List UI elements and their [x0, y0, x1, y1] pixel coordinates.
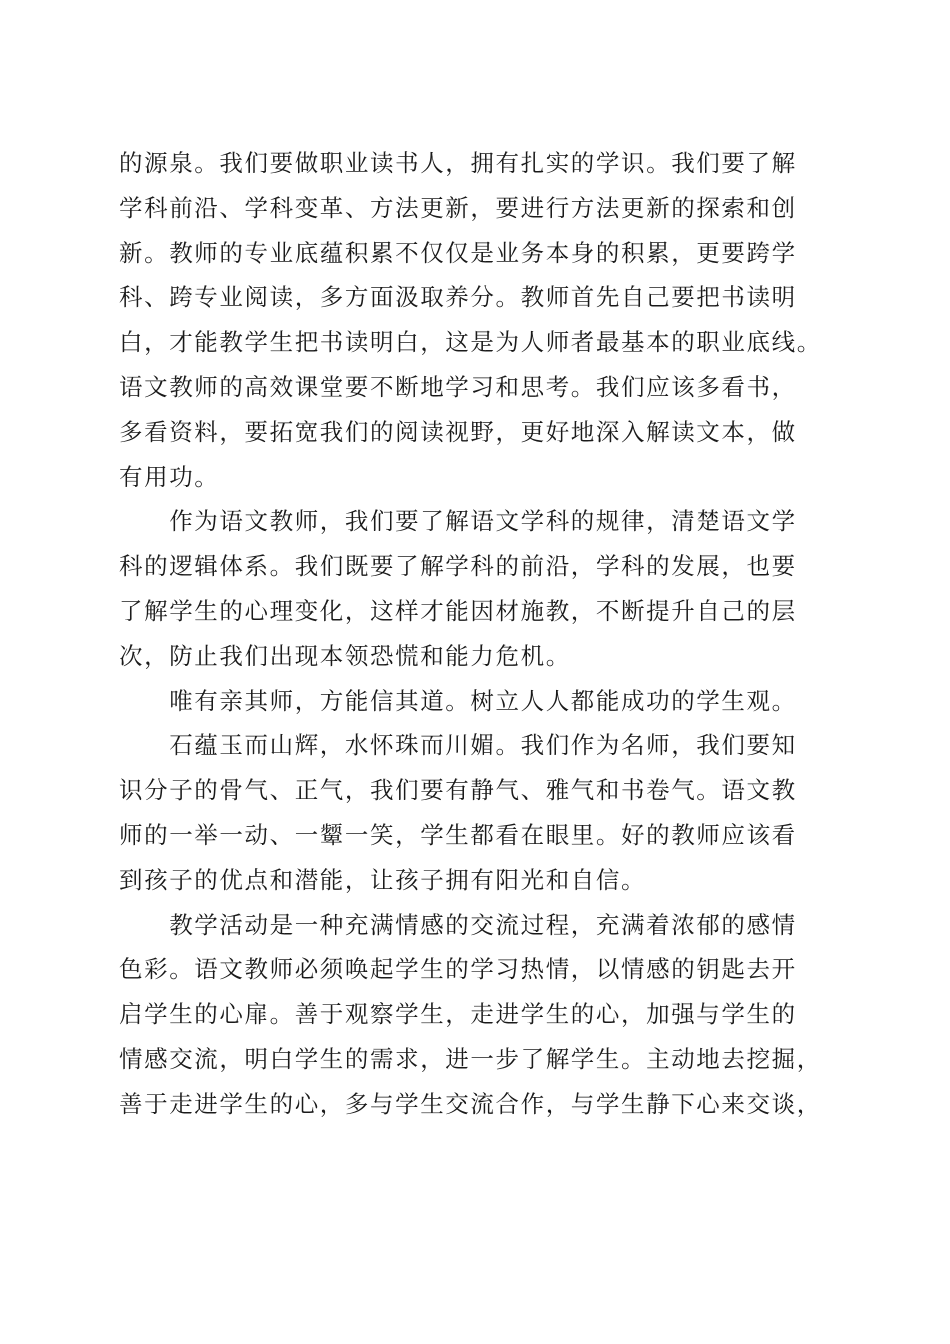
text-line: 多看资料，要拓宽我们的阅读视野，更好地深入解读文本，做 — [119, 417, 797, 446]
text-line: 到孩子的优点和潜能，让孩子拥有阳光和自信。 — [119, 865, 647, 894]
text-line: 新。教师的专业底蕴积累不仅仅是业务本身的积累，更要跨学 — [119, 238, 797, 267]
text-line: 善于走进学生的心，多与学生交流合作，与学生静下心来交谈， — [119, 1089, 822, 1118]
body-text — [119, 141, 839, 1127]
text-line: 学科前沿、学科变革、方法更新，要进行方法更新的探索和创 — [119, 193, 797, 222]
text-line: 识分子的骨气、正气，我们要有静气、雅气和书卷气。语文教 — [119, 776, 797, 805]
text-line: 师的一举一动、一颦一笑，学生都看在眼里。好的教师应该看 — [119, 820, 797, 849]
text-line: 了解学生的心理变化，这样才能因材施教，不断提升自己的层 — [119, 596, 797, 625]
text-line: 色彩。语文教师必须唤起学生的学习热情，以情感的钥匙去开 — [119, 955, 797, 984]
text-line: 白，才能教学生把书读明白，这是为人师者最基本的职业底线。 — [119, 328, 822, 357]
text-line: 作为语文教师，我们要了解语文学科的规律，清楚语文学 — [119, 507, 797, 536]
text-line: 语文教师的高效课堂要不断地学习和思考。我们应该多看书， — [119, 372, 797, 401]
text-line: 启学生的心扉。善于观察学生，走进学生的心，加强与学生的 — [119, 1000, 797, 1029]
text-line: 科的逻辑体系。我们既要了解学科的前沿，学科的发展，也要 — [119, 552, 797, 581]
text-line: 情感交流，明白学生的需求，进一步了解学生。主动地去挖掘， — [119, 1044, 822, 1073]
text-line: 有用功。 — [119, 462, 220, 491]
text-line: 唯有亲其师，方能信其道。树立人人都能成功的学生观。 — [119, 686, 797, 715]
text-line: 教学活动是一种充满情感的交流过程，充满着浓郁的感情 — [119, 910, 797, 939]
text-line: 科、跨专业阅读，多方面汲取养分。教师首先自己要把书读明 — [119, 283, 797, 312]
text-line: 的源泉。我们要做职业读书人，拥有扎实的学识。我们要了解 — [119, 149, 797, 177]
text-line: 次，防止我们出现本领恐慌和能力危机。 — [119, 641, 571, 670]
text-line: 石蕴玉而山辉，水怀珠而川媚。我们作为名师，我们要知 — [119, 731, 797, 760]
